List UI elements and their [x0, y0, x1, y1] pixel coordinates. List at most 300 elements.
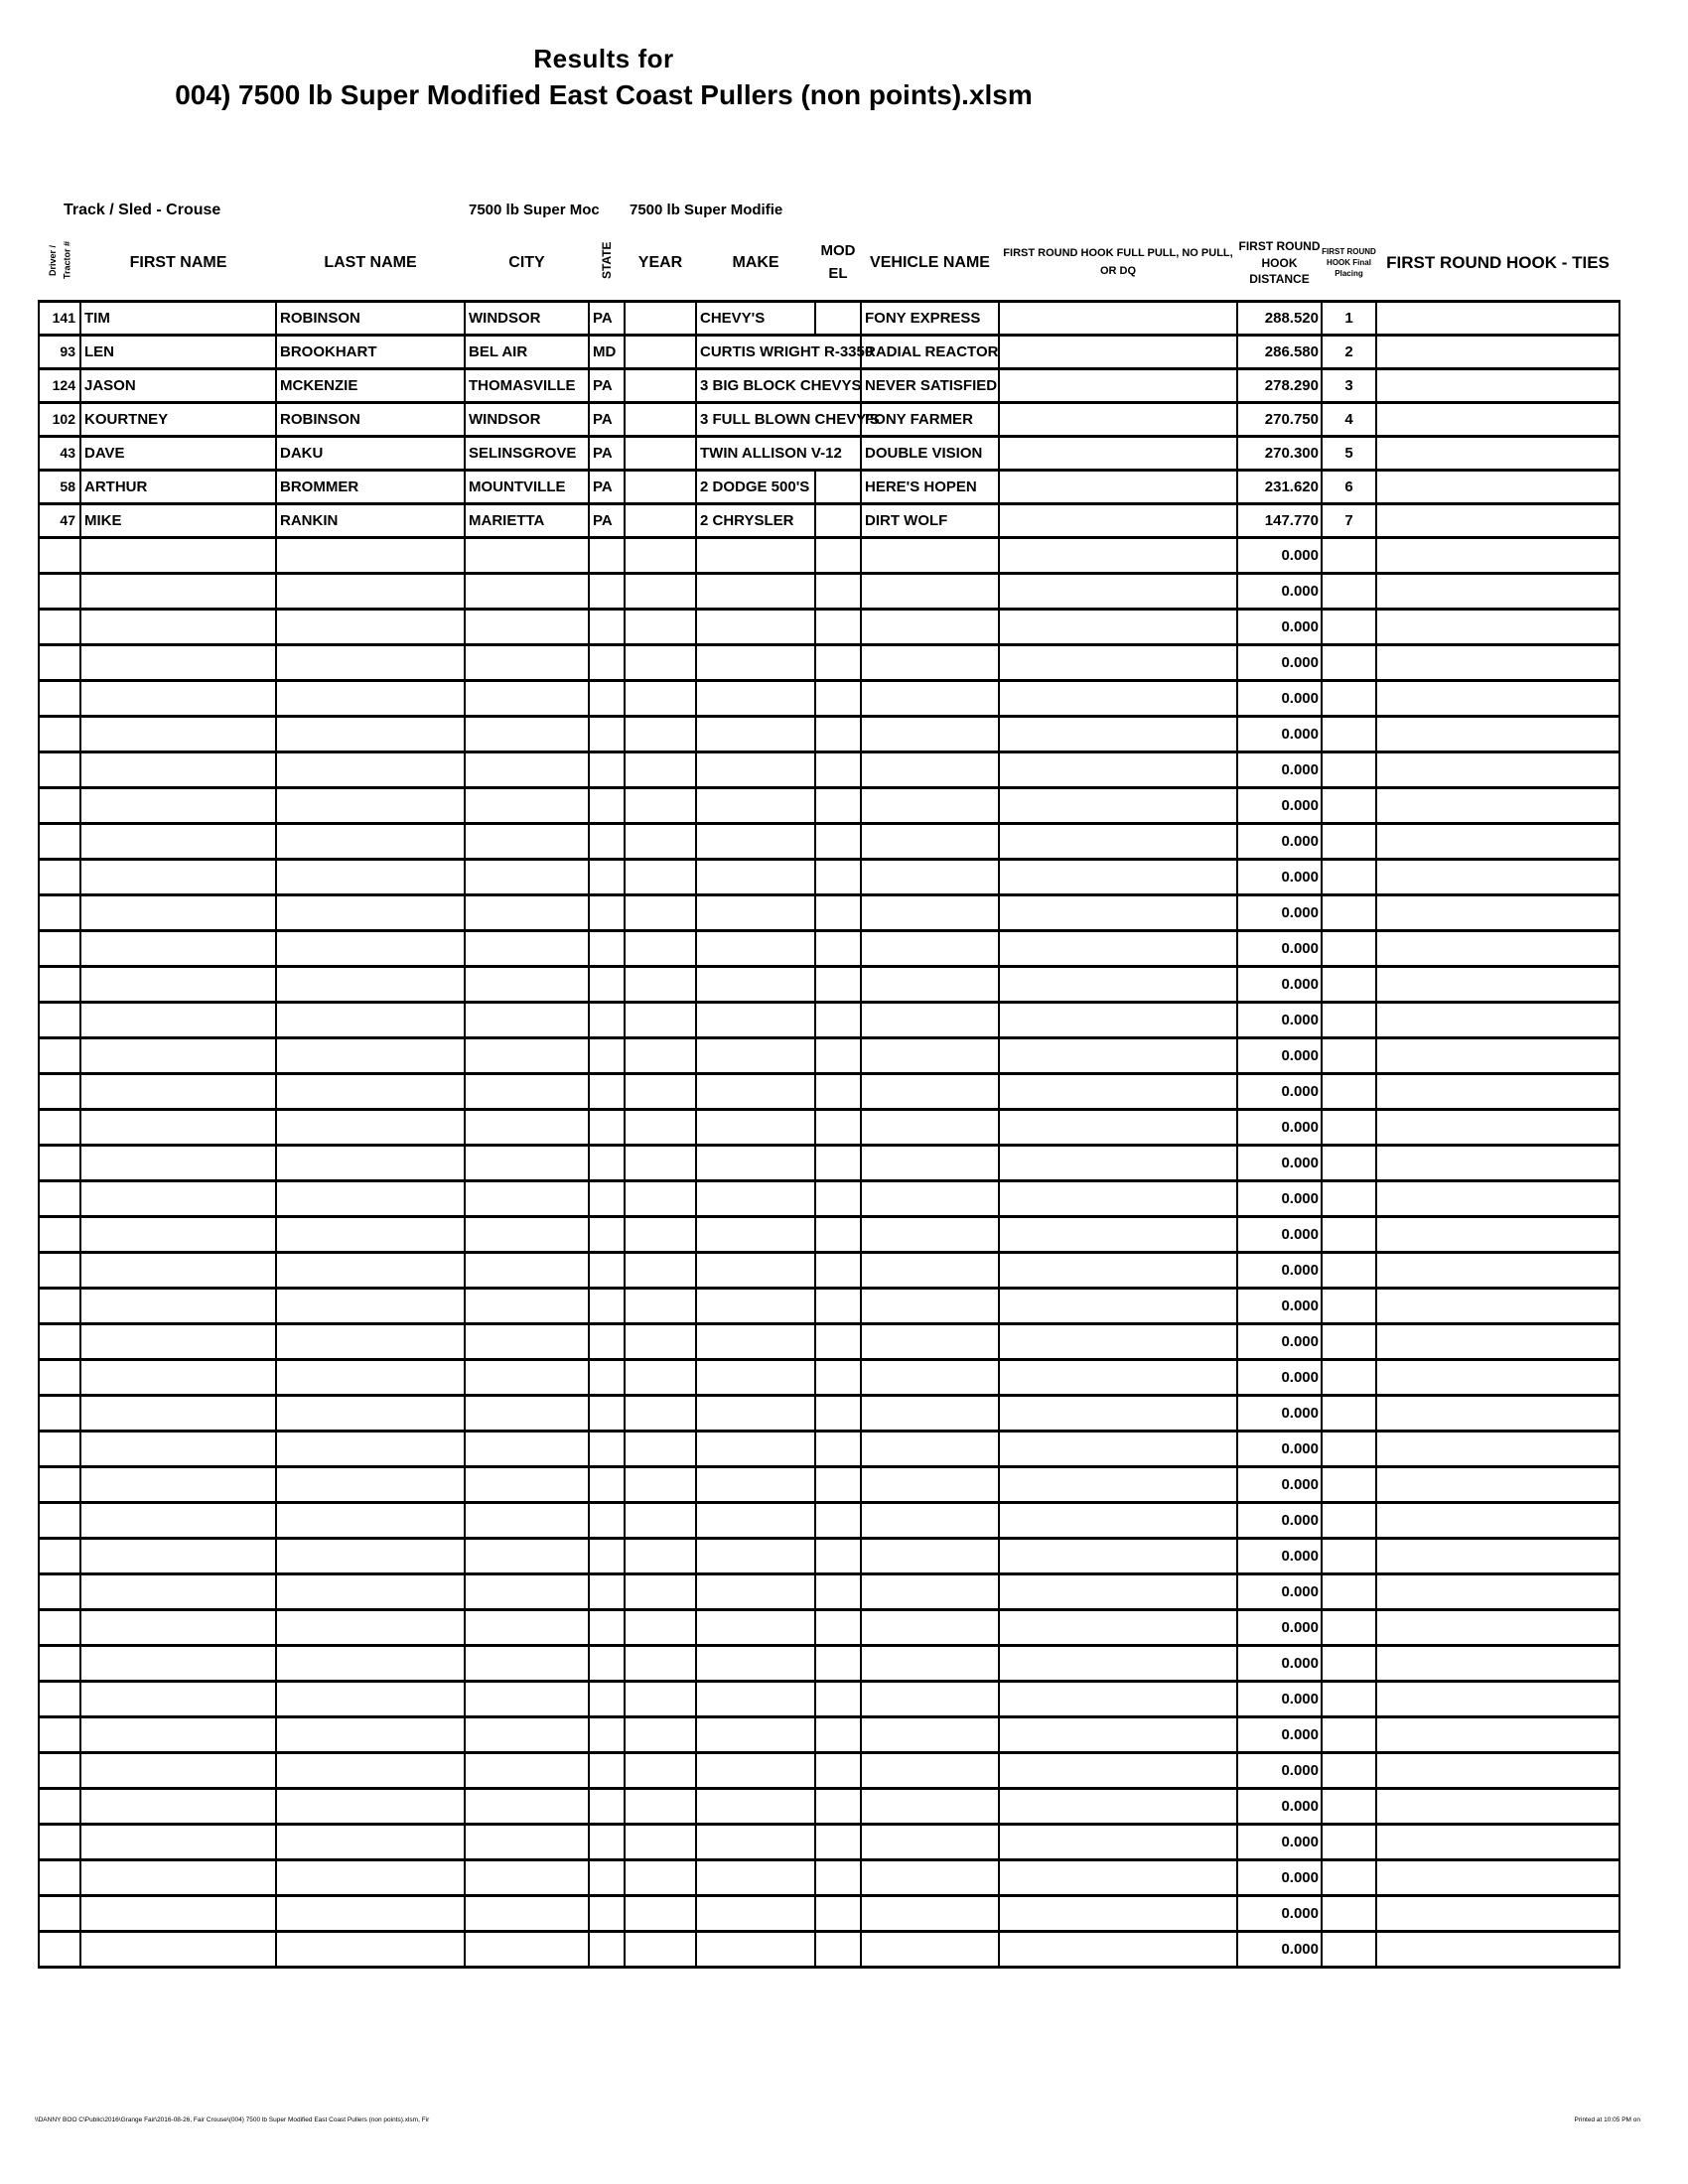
cell-hook-distance: 0.000: [1237, 1288, 1322, 1323]
cell-driver-number: [39, 1252, 80, 1288]
cell-hook-placing: [1322, 609, 1376, 644]
empty-table-row: [39, 716, 1619, 751]
cell-last-name: [276, 1431, 465, 1466]
cell-first-name: [80, 751, 276, 787]
cell-year: [625, 1931, 696, 1967]
cell-hook-distance: 0.000: [1237, 1824, 1322, 1859]
cell-vehicle-name: [861, 751, 999, 787]
empty-table-row: [39, 751, 1619, 787]
cell-model: [815, 1716, 861, 1752]
cell-hook-placing: [1322, 1824, 1376, 1859]
cell-first-name: [80, 1431, 276, 1466]
cell-state: [589, 1109, 625, 1145]
cell-first-round-hook: [999, 1216, 1237, 1252]
cell-model: [815, 644, 861, 680]
cell-first-round-hook: [999, 1431, 1237, 1466]
empty-table-row: [39, 1002, 1619, 1037]
cell-vehicle-name: [861, 1538, 999, 1573]
cell-hook-ties: [1376, 1609, 1619, 1645]
cell-last-name: [276, 1002, 465, 1037]
cell-make: [696, 1573, 815, 1609]
cell-make: [696, 1859, 815, 1895]
cell-model: [815, 859, 861, 894]
cell-hook-distance: 0.000: [1237, 1752, 1322, 1788]
cell-first-name: [80, 1180, 276, 1216]
cell-first-round-hook: [999, 1681, 1237, 1716]
cell-city: [465, 823, 589, 859]
cell-last-name: [276, 1216, 465, 1252]
cell-hook-placing: [1322, 1859, 1376, 1895]
cell-model: [815, 1288, 861, 1323]
cell-last-name: [276, 1859, 465, 1895]
cell-make: [696, 1466, 815, 1502]
cell-state: [589, 680, 625, 716]
empty-table-row: [39, 1645, 1619, 1681]
cell-driver-number: [39, 1395, 80, 1431]
cell-last-name: ROBINSON: [276, 402, 465, 436]
cell-first-round-hook: [999, 1573, 1237, 1609]
cell-model: [815, 1502, 861, 1538]
cell-first-name: [80, 1824, 276, 1859]
cell-first-name: ARTHUR: [80, 470, 276, 503]
cell-make: [696, 823, 815, 859]
cell-hook-distance: 0.000: [1237, 1252, 1322, 1288]
cell-state: [589, 1681, 625, 1716]
cell-city: [465, 680, 589, 716]
cell-city: BEL AIR: [465, 335, 589, 368]
cell-hook-placing: 4: [1322, 402, 1376, 436]
empty-table-row: [39, 1180, 1619, 1216]
cell-first-name: [80, 1716, 276, 1752]
cell-city: [465, 644, 589, 680]
cell-make: CURTIS WRIGHT R-3350: [696, 335, 861, 368]
cell-vehicle-name: [861, 1216, 999, 1252]
cell-year: [625, 823, 696, 859]
cell-hook-distance: 0.000: [1237, 1538, 1322, 1573]
footer-file-path: \\DANNY BOO C\Public\2016\Grange Fair\2016-08-26, Fair Crouse\(004) 7500 lb Super Modified East Coast Pullers (non points).xlsm, Fir: [35, 2116, 430, 2123]
empty-table-row: [39, 1538, 1619, 1573]
cell-model: [815, 1752, 861, 1788]
cell-vehicle-name: NEVER SATISFIED: [861, 368, 999, 402]
empty-table-row: [39, 1788, 1619, 1824]
page-title-line2: 004) 7500 lb Super Modified East Coast Pullers (non points).xlsm: [175, 79, 1033, 110]
cell-vehicle-name: [861, 609, 999, 644]
cell-first-name: [80, 966, 276, 1002]
cell-first-name: [80, 1145, 276, 1180]
cell-hook-ties: [1376, 1859, 1619, 1895]
empty-table-row: [39, 1109, 1619, 1145]
cell-driver-number: [39, 716, 80, 751]
cell-last-name: [276, 537, 465, 573]
cell-model: [815, 966, 861, 1002]
cell-make: [696, 1037, 815, 1073]
cell-hook-ties: [1376, 1323, 1619, 1359]
cell-make: [696, 609, 815, 644]
cell-first-round-hook: [999, 335, 1237, 368]
cell-last-name: DAKU: [276, 436, 465, 470]
cell-year: [625, 436, 696, 470]
cell-last-name: [276, 823, 465, 859]
cell-first-name: [80, 716, 276, 751]
cell-hook-placing: [1322, 966, 1376, 1002]
empty-table-row: [39, 1752, 1619, 1788]
cell-vehicle-name: [861, 823, 999, 859]
cell-city: [465, 1109, 589, 1145]
cell-year: [625, 751, 696, 787]
cell-first-round-hook: [999, 787, 1237, 823]
cell-first-round-hook: [999, 930, 1237, 966]
cell-hook-ties: [1376, 1538, 1619, 1573]
cell-driver-number: [39, 1466, 80, 1502]
cell-first-name: [80, 1073, 276, 1109]
cell-hook-placing: [1322, 1609, 1376, 1645]
cell-vehicle-name: FONY EXPRESS: [861, 301, 999, 335]
cell-make: [696, 1180, 815, 1216]
cell-first-name: [80, 1288, 276, 1323]
cell-first-name: [80, 573, 276, 609]
cell-make: [696, 1216, 815, 1252]
cell-city: [465, 1609, 589, 1645]
empty-table-row: [39, 1502, 1619, 1538]
cell-hook-placing: 2: [1322, 335, 1376, 368]
cell-hook-distance: 0.000: [1237, 1895, 1322, 1931]
cell-hook-distance: 0.000: [1237, 1037, 1322, 1073]
cell-first-name: [80, 537, 276, 573]
cell-first-name: [80, 1859, 276, 1895]
cell-driver-number: [39, 1681, 80, 1716]
cell-last-name: [276, 930, 465, 966]
cell-city: [465, 1824, 589, 1859]
cell-state: [589, 1466, 625, 1502]
cell-year: [625, 1216, 696, 1252]
cell-make: TWIN ALLISON V-12: [696, 436, 861, 470]
cell-city: [465, 1538, 589, 1573]
col-header-first-name: FIRST NAME: [80, 226, 276, 301]
cell-hook-placing: [1322, 1931, 1376, 1967]
cell-hook-ties: [1376, 368, 1619, 402]
table-row: [39, 368, 1619, 402]
cell-driver-number: [39, 1359, 80, 1395]
cell-model: [815, 1180, 861, 1216]
cell-first-round-hook: [999, 1466, 1237, 1502]
cell-driver-number: [39, 1002, 80, 1037]
cell-first-name: [80, 680, 276, 716]
cell-hook-distance: 0.000: [1237, 1681, 1322, 1716]
cell-driver-number: [39, 1752, 80, 1788]
cell-first-name: [80, 1895, 276, 1931]
cell-first-round-hook: [999, 716, 1237, 751]
cell-model: [815, 1073, 861, 1109]
cell-last-name: [276, 1931, 465, 1967]
cell-hook-ties: [1376, 1681, 1619, 1716]
cell-driver-number: [39, 894, 80, 930]
empty-table-row: [39, 859, 1619, 894]
cell-year: [625, 503, 696, 537]
cell-driver-number: [39, 1859, 80, 1895]
cell-year: [625, 1145, 696, 1180]
cell-hook-placing: [1322, 1538, 1376, 1573]
cell-hook-ties: [1376, 537, 1619, 573]
cell-year: [625, 1645, 696, 1681]
cell-first-name: [80, 1359, 276, 1395]
cell-vehicle-name: [861, 1752, 999, 1788]
cell-model: [815, 1931, 861, 1967]
cell-make: [696, 1073, 815, 1109]
cell-first-round-hook: [999, 1288, 1237, 1323]
cell-last-name: [276, 573, 465, 609]
cell-city: [465, 1431, 589, 1466]
cell-first-name: [80, 823, 276, 859]
cell-driver-number: [39, 1109, 80, 1145]
cell-vehicle-name: [861, 1288, 999, 1323]
cell-state: [589, 787, 625, 823]
cell-year: [625, 470, 696, 503]
cell-make: [696, 1716, 815, 1752]
cell-first-round-hook: [999, 1895, 1237, 1931]
cell-city: [465, 1395, 589, 1431]
cell-year: [625, 1824, 696, 1859]
cell-make: [696, 1502, 815, 1538]
cell-hook-ties: [1376, 573, 1619, 609]
cell-vehicle-name: RADIAL REACTOR: [861, 335, 999, 368]
cell-make: [696, 1931, 815, 1967]
cell-vehicle-name: [861, 1002, 999, 1037]
cell-hook-placing: 5: [1322, 436, 1376, 470]
cell-driver-number: [39, 1431, 80, 1466]
cell-first-round-hook: [999, 1502, 1237, 1538]
cell-first-name: [80, 1573, 276, 1609]
cell-year: [625, 644, 696, 680]
cell-hook-distance: 147.770: [1237, 503, 1322, 537]
cell-hook-ties: [1376, 1573, 1619, 1609]
cell-state: [589, 1716, 625, 1752]
cell-state: [589, 1037, 625, 1073]
cell-state: [589, 1216, 625, 1252]
cell-last-name: [276, 644, 465, 680]
empty-table-row: [39, 680, 1619, 716]
cell-vehicle-name: [861, 1323, 999, 1359]
cell-driver-number: [39, 644, 80, 680]
cell-first-name: KOURTNEY: [80, 402, 276, 436]
cell-first-name: [80, 1109, 276, 1145]
cell-make: [696, 573, 815, 609]
cell-make: [696, 1538, 815, 1573]
empty-table-row: [39, 1288, 1619, 1323]
cell-hook-distance: 0.000: [1237, 1109, 1322, 1145]
empty-table-row: [39, 1716, 1619, 1752]
cell-vehicle-name: [861, 1073, 999, 1109]
cell-hook-ties: [1376, 680, 1619, 716]
cell-hook-ties: [1376, 1431, 1619, 1466]
cell-year: [625, 1895, 696, 1931]
cell-model: [815, 680, 861, 716]
cell-hook-distance: 0.000: [1237, 787, 1322, 823]
cell-hook-distance: 0.000: [1237, 1859, 1322, 1895]
cell-first-name: JASON: [80, 368, 276, 402]
cell-last-name: [276, 1288, 465, 1323]
cell-make: [696, 1109, 815, 1145]
empty-table-row: [39, 1145, 1619, 1180]
cell-first-name: [80, 1502, 276, 1538]
cell-last-name: [276, 1752, 465, 1788]
cell-model: [815, 1645, 861, 1681]
cell-city: [465, 537, 589, 573]
cell-city: [465, 1288, 589, 1323]
cell-hook-ties: [1376, 1931, 1619, 1967]
cell-hook-placing: [1322, 1359, 1376, 1395]
cell-year: [625, 1609, 696, 1645]
cell-hook-distance: 0.000: [1237, 966, 1322, 1002]
cell-first-name: [80, 787, 276, 823]
cell-driver-number: [39, 680, 80, 716]
cell-hook-distance: 0.000: [1237, 1395, 1322, 1431]
cell-hook-ties: [1376, 1466, 1619, 1502]
cell-state: [589, 1395, 625, 1431]
cell-hook-distance: 0.000: [1237, 859, 1322, 894]
cell-last-name: [276, 1573, 465, 1609]
cell-hook-distance: 0.000: [1237, 680, 1322, 716]
cell-year: [625, 537, 696, 573]
cell-city: [465, 966, 589, 1002]
cell-state: [589, 1502, 625, 1538]
cell-hook-distance: 0.000: [1237, 1573, 1322, 1609]
cell-hook-placing: [1322, 1502, 1376, 1538]
cell-first-round-hook: [999, 1109, 1237, 1145]
cell-hook-distance: 0.000: [1237, 1180, 1322, 1216]
cell-hook-placing: [1322, 1645, 1376, 1681]
cell-state: [589, 1859, 625, 1895]
cell-vehicle-name: [861, 894, 999, 930]
cell-hook-placing: [1322, 1681, 1376, 1716]
results-tbody: [39, 301, 1619, 1967]
cell-first-round-hook: [999, 1145, 1237, 1180]
cell-make: [696, 1788, 815, 1824]
cell-hook-placing: [1322, 1395, 1376, 1431]
cell-hook-distance: 270.750: [1237, 402, 1322, 436]
col-header-hook-placing: FIRST ROUND HOOK Final Placing: [1322, 226, 1376, 301]
cell-hook-ties: [1376, 1359, 1619, 1395]
cell-city: [465, 1895, 589, 1931]
cell-hook-placing: [1322, 1288, 1376, 1323]
cell-first-round-hook: [999, 1859, 1237, 1895]
driver-tractor-label: Driver / Tractor #: [47, 241, 71, 280]
cell-driver-number: [39, 1573, 80, 1609]
cell-driver-number: [39, 859, 80, 894]
cell-state: [589, 644, 625, 680]
cell-first-name: [80, 1538, 276, 1573]
cell-last-name: [276, 1716, 465, 1752]
cell-hook-ties: [1376, 859, 1619, 894]
empty-table-row: [39, 787, 1619, 823]
cell-city: [465, 787, 589, 823]
cell-make: 3 BIG BLOCK CHEVYS: [696, 368, 861, 402]
empty-table-row: [39, 1323, 1619, 1359]
cell-hook-placing: [1322, 751, 1376, 787]
cell-hook-distance: 0.000: [1237, 1645, 1322, 1681]
cell-make: [696, 1824, 815, 1859]
cell-hook-placing: 1: [1322, 301, 1376, 335]
cell-model: [815, 1466, 861, 1502]
cell-hook-placing: [1322, 1002, 1376, 1037]
cell-last-name: [276, 1895, 465, 1931]
cell-first-round-hook: [999, 609, 1237, 644]
cell-hook-ties: [1376, 644, 1619, 680]
cell-year: [625, 1252, 696, 1288]
cell-city: [465, 894, 589, 930]
cell-hook-distance: 0.000: [1237, 537, 1322, 573]
cell-vehicle-name: [861, 1681, 999, 1716]
cell-state: [589, 1645, 625, 1681]
cell-first-round-hook: [999, 436, 1237, 470]
cell-model: [815, 1002, 861, 1037]
cell-hook-ties: [1376, 716, 1619, 751]
cell-hook-ties: [1376, 894, 1619, 930]
cell-year: [625, 1573, 696, 1609]
cell-first-round-hook: [999, 1645, 1237, 1681]
cell-first-round-hook: [999, 966, 1237, 1002]
cell-vehicle-name: [861, 573, 999, 609]
col-header-vehicle-name: VEHICLE NAME: [861, 226, 999, 301]
cell-last-name: [276, 1502, 465, 1538]
cell-model: [815, 1895, 861, 1931]
cell-vehicle-name: [861, 1502, 999, 1538]
cell-city: [465, 609, 589, 644]
cell-year: [625, 1180, 696, 1216]
cell-hook-placing: [1322, 787, 1376, 823]
cell-hook-ties: [1376, 609, 1619, 644]
cell-hook-distance: 0.000: [1237, 1609, 1322, 1645]
cell-state: [589, 1288, 625, 1323]
cell-driver-number: [39, 1216, 80, 1252]
cell-vehicle-name: [861, 1431, 999, 1466]
cell-state: MD: [589, 335, 625, 368]
col-header-model: MOD EL: [815, 226, 861, 301]
cell-city: MARIETTA: [465, 503, 589, 537]
cell-first-name: [80, 894, 276, 930]
cell-city: WINDSOR: [465, 402, 589, 436]
cell-hook-ties: [1376, 966, 1619, 1002]
cell-last-name: [276, 1073, 465, 1109]
cell-last-name: [276, 1788, 465, 1824]
cell-state: [589, 859, 625, 894]
empty-table-row: [39, 644, 1619, 680]
empty-table-row: [39, 1431, 1619, 1466]
col-header-state: [589, 226, 625, 301]
cell-last-name: [276, 1609, 465, 1645]
cell-hook-distance: 0.000: [1237, 644, 1322, 680]
cell-vehicle-name: [861, 1931, 999, 1967]
cell-last-name: [276, 894, 465, 930]
cell-make: [696, 1288, 815, 1323]
cell-make: [696, 1323, 815, 1359]
cell-hook-placing: [1322, 1788, 1376, 1824]
cell-model: [815, 1859, 861, 1895]
cell-hook-placing: [1322, 1573, 1376, 1609]
cell-vehicle-name: [861, 716, 999, 751]
cell-driver-number: [39, 1716, 80, 1752]
empty-table-row: [39, 1395, 1619, 1431]
cell-hook-ties: [1376, 1145, 1619, 1180]
cell-state: [589, 1609, 625, 1645]
cell-driver-number: 102: [39, 402, 80, 436]
cell-make: [696, 1252, 815, 1288]
cell-hook-ties: [1376, 1073, 1619, 1109]
cell-last-name: [276, 1645, 465, 1681]
cell-year: [625, 1037, 696, 1073]
cell-year: [625, 1002, 696, 1037]
cell-first-round-hook: [999, 1252, 1237, 1288]
cell-make: CHEVY'S: [696, 301, 815, 335]
